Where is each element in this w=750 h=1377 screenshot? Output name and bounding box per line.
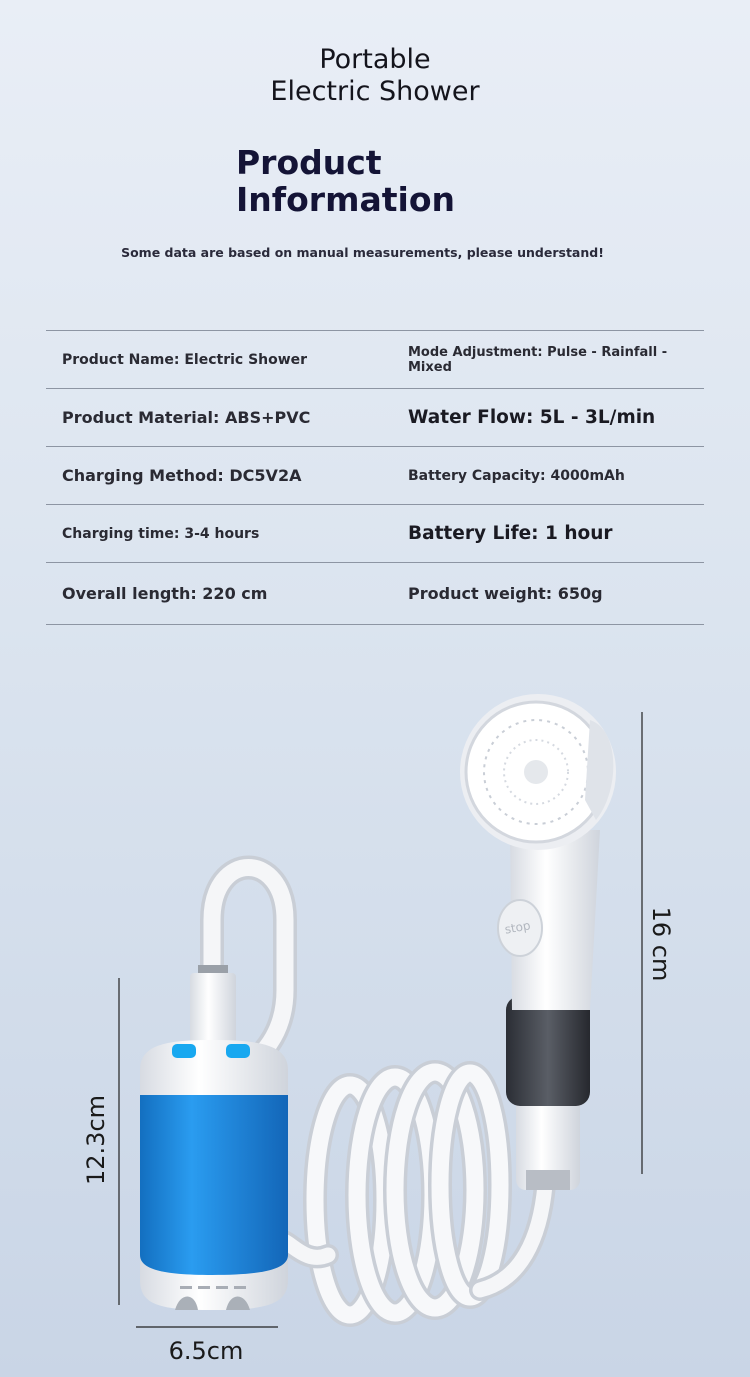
spec-charging-time: Charging time: 3-4 hours — [62, 525, 260, 542]
measurement-note: Some data are based on manual measurements, please understand! — [121, 245, 604, 260]
spec-row — [46, 446, 704, 504]
spec-product-name: Product Name: Electric Shower — [62, 351, 308, 368]
title-line-2: Electric Shower — [270, 76, 480, 107]
pump-button — [226, 1044, 250, 1058]
page-title — [0, 44, 750, 108]
spec-row — [46, 330, 704, 388]
spec-material: Product Material: ABS+PVC — [62, 408, 311, 427]
spec-table — [46, 330, 704, 625]
product-illustration — [0, 680, 750, 1377]
spec-mode-adjustment: Mode Adjustment: Pulse - Rainfall - Mixed — [408, 344, 668, 375]
heading-line-2: Information — [236, 180, 455, 219]
pump-width-label: 6.5cm — [168, 1337, 244, 1365]
spec-water-flow: Water Flow: 5L - 3L/min — [408, 407, 656, 428]
pump-height-label: 12.3cm — [82, 1094, 110, 1186]
stop-label: stop — [503, 918, 532, 937]
spec-row — [46, 562, 704, 625]
spec-overall-length: Overall length: 220 cm — [62, 584, 268, 603]
section-heading — [236, 144, 455, 218]
heading-line-1: Product — [236, 143, 382, 182]
spec-row — [46, 504, 704, 562]
spec-row — [46, 388, 704, 446]
spec-battery-life: Battery Life: 1 hour — [408, 523, 613, 544]
spec-battery-capacity: Battery Capacity: 4000mAh — [408, 467, 625, 484]
title-line-1: Portable — [319, 44, 431, 75]
head-height-label: 16 cm — [647, 906, 675, 982]
pump-unit — [140, 965, 288, 1310]
spec-product-weight: Product weight: 650g — [408, 584, 603, 603]
spec-charging-method: Charging Method: DC5V2A — [62, 466, 302, 485]
pump-button — [172, 1044, 196, 1058]
